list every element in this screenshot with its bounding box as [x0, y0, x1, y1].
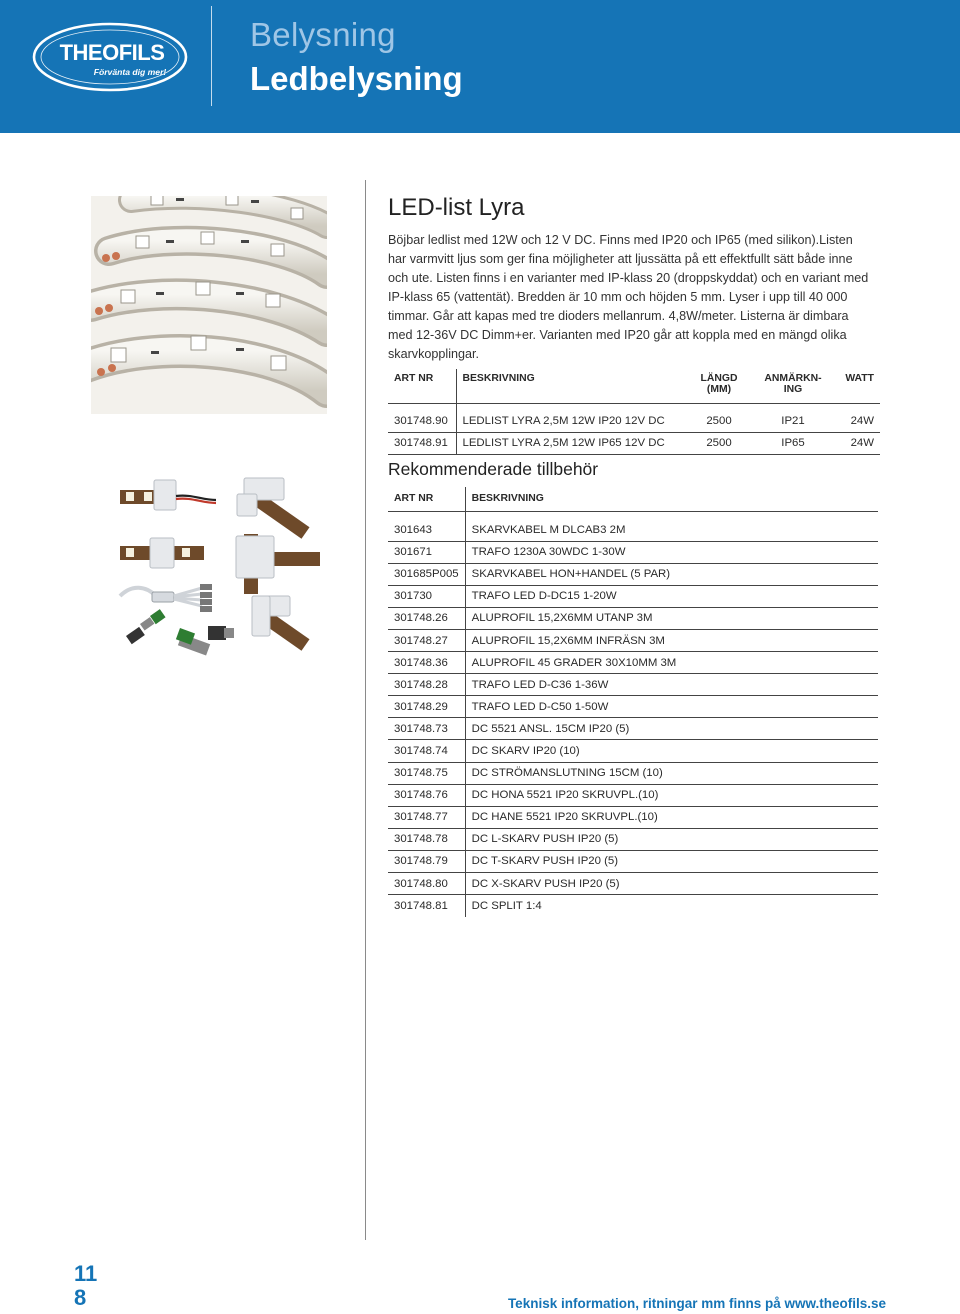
art-nr: 301671 — [388, 541, 465, 563]
table-row — [388, 873, 878, 895]
accessories-table-header — [388, 487, 878, 511]
col-art-nr: ART NR — [388, 369, 456, 403]
note: IP21 — [756, 410, 830, 432]
description: DC L-SKARV PUSH IP20 (5) — [465, 828, 878, 850]
length: 2500 — [682, 432, 756, 454]
description: DC HONA 5521 IP20 SKRUVPL.(10) — [465, 784, 878, 806]
col-art-nr: ART NR — [388, 487, 465, 511]
description: TRAFO 1230A 30WDC 1-30W — [465, 541, 878, 563]
table-row — [388, 784, 878, 806]
table-row — [388, 410, 880, 432]
table-row — [388, 828, 878, 850]
page-number — [74, 1262, 97, 1310]
watt: 24W — [830, 410, 880, 432]
description: LEDLIST LYRA 2,5M 12W IP20 12V DC — [456, 410, 682, 432]
art-nr: 301685P005 — [388, 563, 465, 585]
table-row — [388, 607, 878, 629]
art-nr: 301643 — [388, 519, 465, 541]
led-strip-photo — [91, 196, 327, 414]
page-number-bottom: 8 — [74, 1285, 87, 1310]
col-length-line2: (MM) — [706, 384, 732, 395]
art-nr: 301748.73 — [388, 718, 465, 740]
table-row — [388, 762, 878, 784]
col-note — [756, 369, 830, 403]
art-nr: 301748.78 — [388, 828, 465, 850]
art-nr: 301748.90 — [388, 410, 456, 432]
table-row — [388, 806, 878, 828]
description: ALUPROFIL 15,2X6MM UTANP 3M — [465, 607, 878, 629]
description: TRAFO LED D-C36 1-36W — [465, 674, 878, 696]
description: LEDLIST LYRA 2,5M 12W IP65 12V DC — [456, 432, 682, 454]
table-row — [388, 850, 878, 872]
description: DC SKARV IP20 (10) — [465, 740, 878, 762]
col-description: BESKRIVNING — [456, 369, 682, 403]
col-length-line1: LÄNGD — [700, 373, 738, 384]
art-nr: 301748.27 — [388, 629, 465, 651]
art-nr: 301748.29 — [388, 696, 465, 718]
description: ALUPROFIL 15,2X6MM INFRÄSN 3M — [465, 629, 878, 651]
table-row — [388, 629, 878, 651]
description: SKARVKABEL M DLCAB3 2M — [465, 519, 878, 541]
art-nr: 301730 — [388, 585, 465, 607]
description: SKARVKABEL HON+HANDEL (5 PAR) — [465, 563, 878, 585]
art-nr: 301748.75 — [388, 762, 465, 784]
table-row — [388, 740, 878, 762]
art-nr: 301748.36 — [388, 652, 465, 674]
product-title: LED-list Lyra — [388, 194, 525, 221]
art-nr: 301748.76 — [388, 784, 465, 806]
page-number-top: 11 — [74, 1261, 98, 1286]
table-row — [388, 674, 878, 696]
art-nr: 301748.81 — [388, 895, 465, 917]
description: DC 5521 ANSL. 15CM IP20 (5) — [465, 718, 878, 740]
description: DC STRÖMANSLUTNING 15CM (10) — [465, 762, 878, 784]
product-table-header — [388, 369, 880, 403]
art-nr: 301748.77 — [388, 806, 465, 828]
svg-text:THEOFILS: THEOFILS — [59, 40, 165, 65]
length: 2500 — [682, 410, 756, 432]
description: TRAFO LED D-DC15 1-20W — [465, 585, 878, 607]
section-category: Belysning — [250, 16, 396, 53]
art-nr: 301748.74 — [388, 740, 465, 762]
column-divider — [365, 180, 366, 1240]
art-nr: 301748.28 — [388, 674, 465, 696]
theofils-logo — [31, 22, 189, 92]
table-row — [388, 585, 878, 607]
col-note-line1: ANMÄRKN- — [764, 373, 822, 384]
art-nr: 301748.26 — [388, 607, 465, 629]
note: IP65 — [756, 432, 830, 454]
table-row — [388, 432, 880, 454]
product-description: Böjbar ledlist med 12W och 12 V DC. Finns med IP20 och IP65 (med silikon).Listen har varmvitt ljus som ger fina möjligheter att ljussätta på ett effektfullt sätt både inne och ute. Listen finns i en varianter med IP-klass 20 (droppskyddat) och en variant med IP-klass 65 (vattentät). Bredden är 10 mm och höjden 5 mm. Lyser i upp till 40 000 timmar. Går att kapas med tre dioders mellanrum. 4,8W/meter. Listerna är dimbara med 12-36V DC Dimm+er. Varianten med IP20 går att koppla med en mängd olika skarvkopplingar. — [388, 233, 869, 361]
accessories-photo — [112, 466, 322, 666]
page-title: Ledbelysning — [250, 60, 463, 97]
table-row — [388, 563, 878, 585]
table-row — [388, 541, 878, 563]
footer-note: Teknisk information, ritningar mm finns på www.theofils.se — [507, 1296, 886, 1311]
accessories-table — [388, 487, 878, 917]
accessories-title: Rekommenderade tillbehör — [388, 459, 599, 479]
table-row — [388, 696, 878, 718]
col-length — [682, 369, 756, 403]
art-nr: 301748.91 — [388, 432, 456, 454]
table-spacer — [388, 511, 878, 519]
svg-text:Förvänta dig mer!: Förvänta dig mer! — [93, 67, 167, 77]
art-nr: 301748.79 — [388, 850, 465, 872]
col-description: BESKRIVNING — [465, 487, 878, 511]
product-table — [388, 369, 880, 455]
table-row — [388, 519, 878, 541]
table-spacer — [388, 403, 880, 410]
table-row — [388, 895, 878, 917]
watt: 24W — [830, 432, 880, 454]
table-row — [388, 652, 878, 674]
description: DC T-SKARV PUSH IP20 (5) — [465, 850, 878, 872]
col-note-line2: ING — [783, 384, 803, 395]
description: DC SPLIT 1:4 — [471, 899, 542, 912]
description: ALUPROFIL 45 GRADER 30X10MM 3M — [465, 652, 878, 674]
description: TRAFO LED D-C50 1-50W — [465, 696, 878, 718]
header-divider — [211, 6, 212, 106]
art-nr: 301748.80 — [388, 873, 465, 895]
col-watt: WATT — [830, 369, 880, 403]
description: DC X-SKARV PUSH IP20 (5) — [465, 873, 878, 895]
table-row — [388, 718, 878, 740]
page-header — [0, 0, 960, 133]
description: DC HANE 5521 IP20 SKRUVPL.(10) — [465, 806, 878, 828]
